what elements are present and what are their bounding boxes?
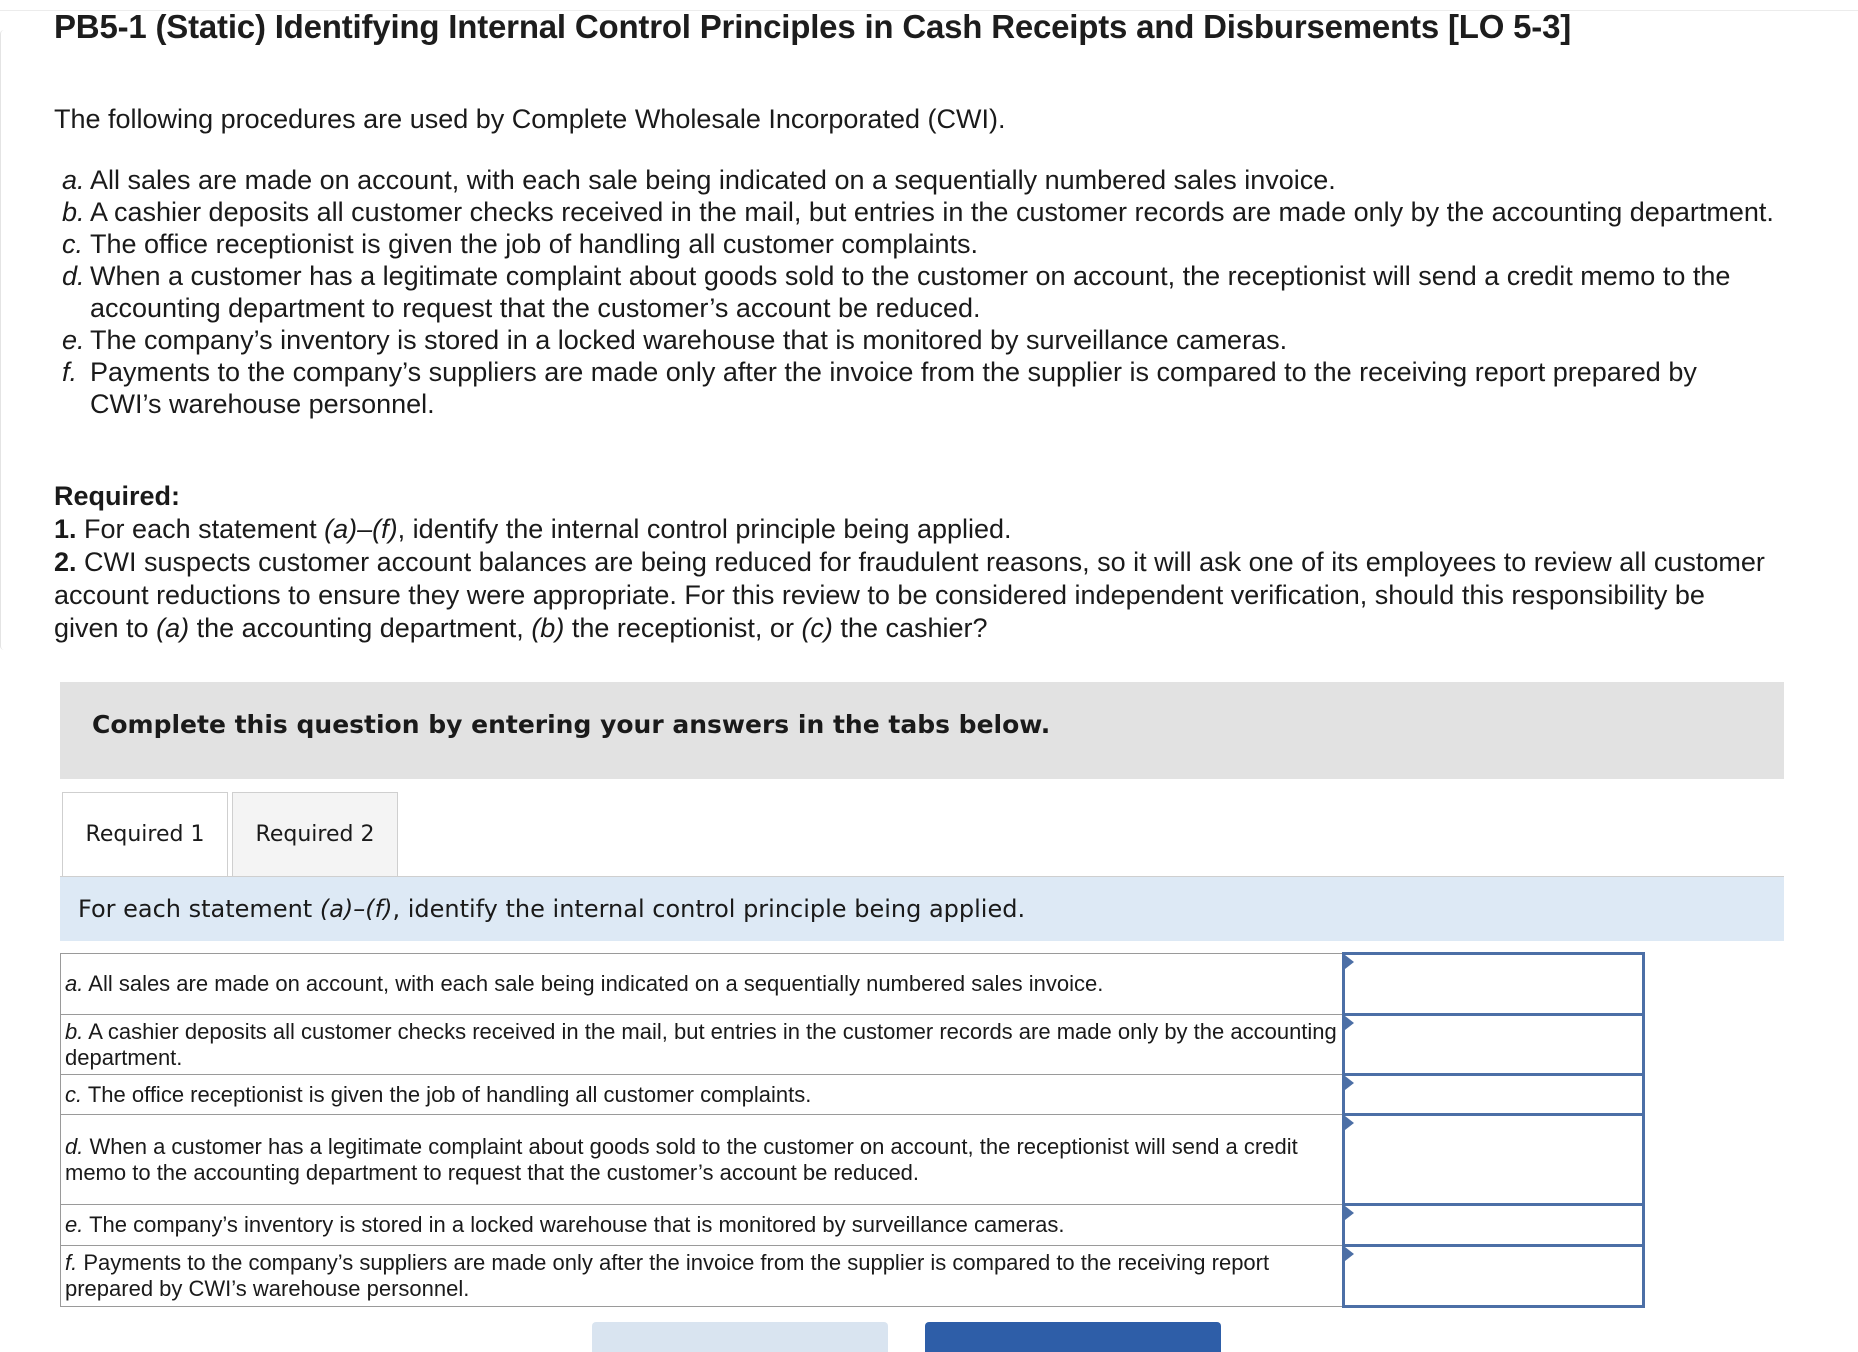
banner-text: Complete this question by entering your answers in the tabs below. xyxy=(92,710,1051,739)
dropdown-marker-icon xyxy=(1345,1116,1354,1130)
statement-text: All sales are made on account, with each sale being indicated on a sequentially numbered sales invoice. xyxy=(88,971,1104,996)
answer-cell xyxy=(1343,1115,1643,1205)
procedure-text: The office receptionist is given the job of handling all customer complaints. xyxy=(90,229,978,259)
statement-letter: c. xyxy=(65,1081,83,1107)
procedure-item xyxy=(54,196,1774,228)
option-a-text: the accounting department, xyxy=(189,613,532,643)
procedure-item xyxy=(54,324,1774,356)
left-panel-edge xyxy=(0,30,5,650)
procedure-text: All sales are made on account, with each sale being indicated on a sequentially numbered sales invoice. xyxy=(90,165,1336,195)
required-1-range: (a)–(f) xyxy=(324,514,398,544)
required-2-pre: CWI suspects customer account balances are being reduced for fraudulent reasons, so it will ask one of its employees to review all customer account reductions to ensure they were appropriate. For this review to be considered independent verification, should this responsibility be given to xyxy=(54,547,1765,643)
procedure-text: A cashier deposits all customer checks received in the mail, but entries in the customer records are made only by the accounting department. xyxy=(90,197,1774,227)
tab-instruction xyxy=(60,877,1784,941)
statement-cell xyxy=(61,1075,1344,1115)
statement-letter: b. xyxy=(65,1018,84,1044)
answer-select-f[interactable] xyxy=(1345,1265,1642,1290)
required-1-pre: For each statement xyxy=(84,514,325,544)
instruction-pre: For each statement xyxy=(78,895,320,923)
tab-required-1[interactable]: Required 1 xyxy=(62,792,228,876)
procedure-letter: a. xyxy=(62,165,85,195)
tab-required-2[interactable]: Required 2 xyxy=(232,792,398,876)
dropdown-marker-icon xyxy=(1345,1247,1354,1261)
procedure-item xyxy=(54,260,1774,324)
required-section xyxy=(54,480,1774,645)
statement-cell xyxy=(61,1115,1344,1205)
required-1-number: 1. xyxy=(54,514,77,544)
procedure-item xyxy=(54,228,1774,260)
option-c-text: the cashier? xyxy=(832,613,988,643)
procedure-text: Payments to the company’s suppliers are made only after the invoice from the supplier is compared to the receiving report prepared by CWI’s warehouse personnel. xyxy=(90,357,1697,419)
statement-text: A cashier deposits all customer checks received in the mail, but entries in the customer records are made only by the accounting department. xyxy=(65,1018,1337,1070)
procedure-letter: f. xyxy=(62,357,78,387)
procedure-item xyxy=(54,164,1774,196)
table-row xyxy=(61,1075,1644,1115)
procedure-list xyxy=(54,164,1774,420)
statement-cell xyxy=(61,1205,1344,1246)
option-b-label: (b) xyxy=(531,613,565,643)
statement-letter: e. xyxy=(65,1212,84,1237)
dropdown-marker-icon xyxy=(1345,1076,1354,1090)
answer-select-a[interactable] xyxy=(1345,973,1642,998)
statement-letter: f. xyxy=(65,1250,78,1275)
statement-letter: a. xyxy=(65,971,84,996)
statement-text: Payments to the company’s suppliers are made only after the invoice from the supplier is compared to the receiving report prepared by CWI’s warehouse personnel. xyxy=(65,1250,1270,1301)
statement-text: The office receptionist is given the job of handling all customer complaints. xyxy=(87,1081,812,1107)
table-row xyxy=(61,1015,1644,1075)
answer-cell xyxy=(1343,1205,1643,1246)
answer-cell xyxy=(1343,1246,1643,1307)
option-b-text: the receptionist, or xyxy=(564,613,802,643)
option-c-label: (c) xyxy=(801,613,833,643)
procedure-text: When a customer has a legitimate complaint about goods sold to the customer on account, the receptionist will send a credit memo to the accounting department to request that the customer’s account be reduced. xyxy=(90,261,1731,323)
statement-text: The company’s inventory is stored in a locked warehouse that is monitored by surveillance cameras. xyxy=(89,1212,1065,1237)
answer-table xyxy=(60,952,1645,1308)
procedure-item xyxy=(54,356,1774,420)
required-1-post: , identify the internal control principle being applied. xyxy=(397,514,1012,544)
instructions-banner xyxy=(60,682,1784,779)
procedure-letter: e. xyxy=(62,325,85,355)
dropdown-marker-icon xyxy=(1345,1016,1354,1030)
procedure-letter: c. xyxy=(62,229,84,259)
intro-text: The following procedures are used by Complete Wholesale Incorporated (CWI). xyxy=(54,104,1006,134)
statement-text: When a customer has a legitimate complaint about goods sold to the customer on account, the receptionist will send a credit memo to the accounting department to request that the customer’s account be reduced. xyxy=(65,1133,1298,1185)
table-row xyxy=(61,1205,1644,1246)
answer-cell xyxy=(1343,1015,1643,1075)
dropdown-marker-icon xyxy=(1345,1206,1354,1220)
instruction-range: (a)–(f) xyxy=(319,895,393,923)
required-1-text xyxy=(54,513,1774,546)
answer-select-b[interactable] xyxy=(1345,1033,1642,1058)
statement-cell xyxy=(61,1015,1344,1075)
answer-select-d[interactable] xyxy=(1345,1148,1642,1173)
table-row xyxy=(61,954,1644,1015)
table-row xyxy=(61,1115,1644,1205)
option-a-label: (a) xyxy=(156,613,190,643)
answer-select-c[interactable] xyxy=(1345,1083,1642,1108)
required-heading: Required: xyxy=(54,481,181,511)
required-2-number: 2. xyxy=(54,547,77,577)
answer-select-e[interactable] xyxy=(1345,1214,1642,1239)
statement-cell xyxy=(61,954,1344,1015)
instruction-text xyxy=(78,895,1025,923)
answer-cell xyxy=(1343,1075,1643,1115)
page-title: PB5-1 (Static) Identifying Internal Control Principles in Cash Receipts and Disbursements [LO 5-3] xyxy=(54,8,1572,45)
statement-cell xyxy=(61,1246,1344,1307)
procedure-letter: b. xyxy=(62,197,85,227)
required-2-text xyxy=(54,546,1774,645)
statement-letter: d. xyxy=(65,1133,84,1159)
table-row xyxy=(61,1246,1644,1307)
procedure-letter: d. xyxy=(62,261,85,291)
procedure-text: The company’s inventory is stored in a locked warehouse that is monitored by surveillance cameras. xyxy=(90,325,1288,355)
dropdown-marker-icon xyxy=(1345,955,1354,969)
instruction-post: , identify the internal control principle being applied. xyxy=(392,895,1026,923)
answer-cell xyxy=(1343,954,1643,1015)
